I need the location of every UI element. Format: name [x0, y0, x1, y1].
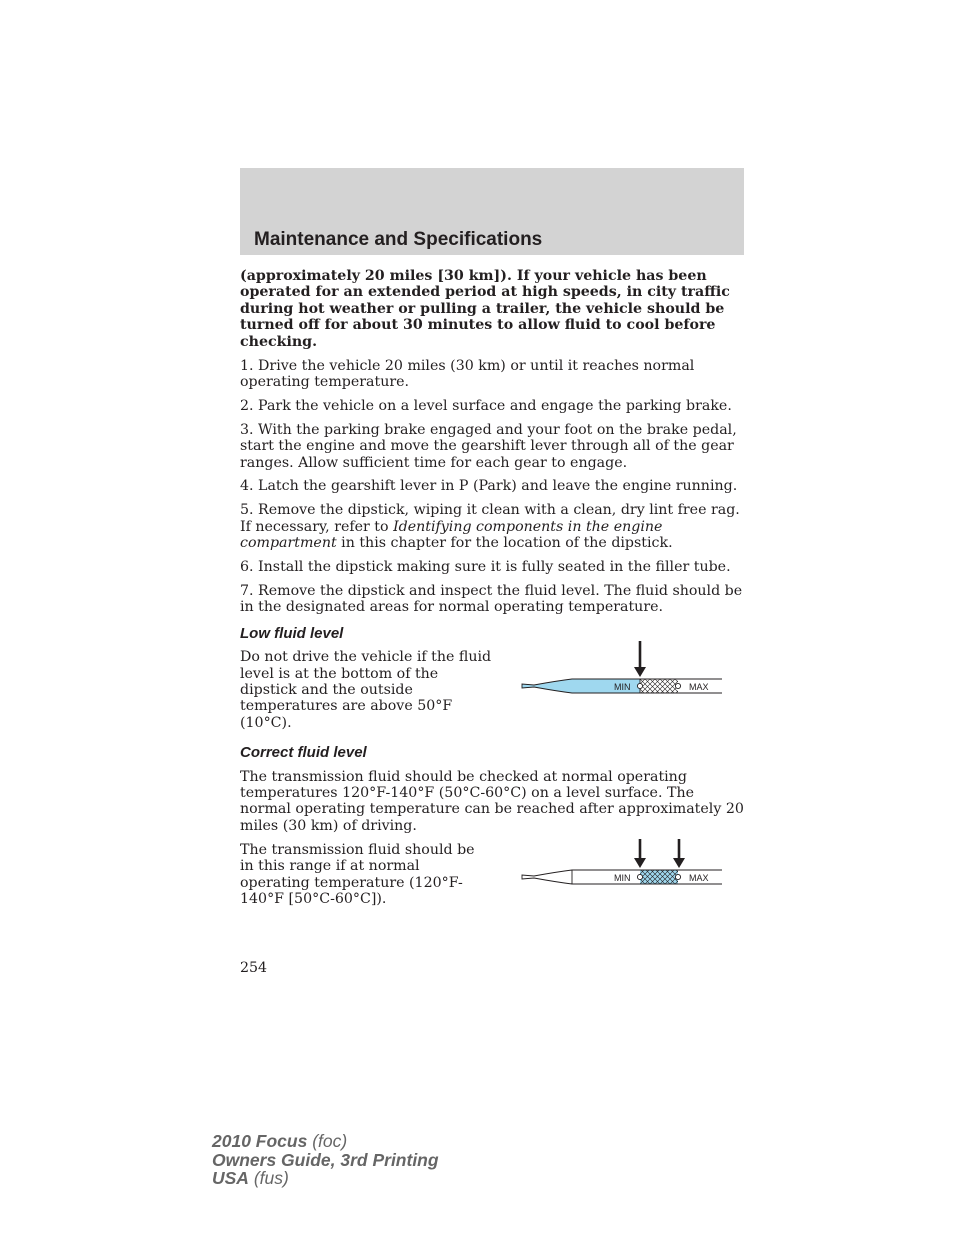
- intro-warning: (approximately 20 miles [30 km]). If your vehicle has been operated for an extended period at high speeds, in city traffic during hot weather or pulling a trailer, the vehicle should be turned off for about 30 minutes to allow fluid to cool before checking.: [240, 268, 730, 350]
- step-5-reference: Identifying components in the engine compartment: [240, 518, 663, 552]
- step-2: 2. Park the vehicle on a level surface and engage the parking brake.: [240, 397, 732, 414]
- dipstick-hatched-range: [640, 679, 678, 693]
- footer: [212, 1132, 439, 1188]
- correct-fluid-heading: Correct fluid level: [240, 744, 367, 762]
- footer-line-2: Owners Guide, 3rd Printing: [212, 1149, 439, 1170]
- step-4: 4. Latch the gearshift lever in P (Park) and leave the engine running.: [240, 478, 738, 495]
- step-6: 6. Install the dipstick making sure it is fully seated in the filler tube.: [240, 559, 731, 576]
- footer-market: USA: [212, 1168, 249, 1188]
- section-title: Maintenance and Specifications: [254, 229, 543, 250]
- low-fluid-dipstick-diagram: [520, 639, 724, 701]
- low-fluid-heading: Low fluid level: [240, 624, 344, 642]
- page-number: 254: [240, 960, 268, 976]
- low-fluid-row: [240, 649, 746, 731]
- step-5-text: 5. Remove the dipstick, wiping it clean with a clean, dry lint free rag. If necessary, refer to: [240, 502, 740, 535]
- correct-fluid-dipstick-diagram: [520, 839, 724, 891]
- dipstick-correct-range: [640, 870, 678, 884]
- max-label: MAX: [689, 872, 709, 883]
- footer-market-code: (fus): [248, 1168, 289, 1188]
- page-content: [240, 268, 746, 915]
- section-header-band: [240, 168, 744, 255]
- min-label: MIN: [614, 682, 631, 693]
- step-1: 1. Drive the vehicle 20 miles (30 km) or until it reaches normal operating temperature.: [240, 357, 695, 390]
- footer-model: 2010 Focus: [212, 1131, 308, 1151]
- footer-model-code: (foc): [307, 1131, 348, 1151]
- low-fluid-text: Do not drive the vehicle if the fluid level is at the bottom of the dipstick and the outside temperatures are above 50°F (10°C).: [240, 649, 492, 731]
- footer-line-3: [212, 1169, 439, 1188]
- step-3: 3. With the parking brake engaged and your foot on the brake pedal, start the engine and move the gearshift lever through all of the gear ranges. Allow sufficient time for each gear to engage.: [240, 421, 737, 471]
- min-label: MIN: [614, 872, 631, 883]
- max-label: MAX: [689, 682, 709, 693]
- step-5: [240, 502, 746, 551]
- correct-fluid-text-1: The transmission fluid should be checked at normal operating temperatures 120°F-140°F (50°C-60°C) on a level surface. The normal operating temperature can be reached after approximately 20 miles (30 km) of driving.: [240, 768, 744, 834]
- footer-line-1: [212, 1132, 439, 1151]
- step-5-text-end: in this chapter for the location of the dipstick.: [336, 535, 673, 552]
- correct-fluid-row: [240, 842, 746, 908]
- step-7: 7. Remove the dipstick and inspect the fluid level. The fluid should be in the designated areas for normal operating temperature.: [240, 583, 743, 616]
- correct-fluid-text-2: The transmission fluid should be in this range if at normal operating temperature (120°F-140°F [50°C-60°C]).: [240, 841, 475, 907]
